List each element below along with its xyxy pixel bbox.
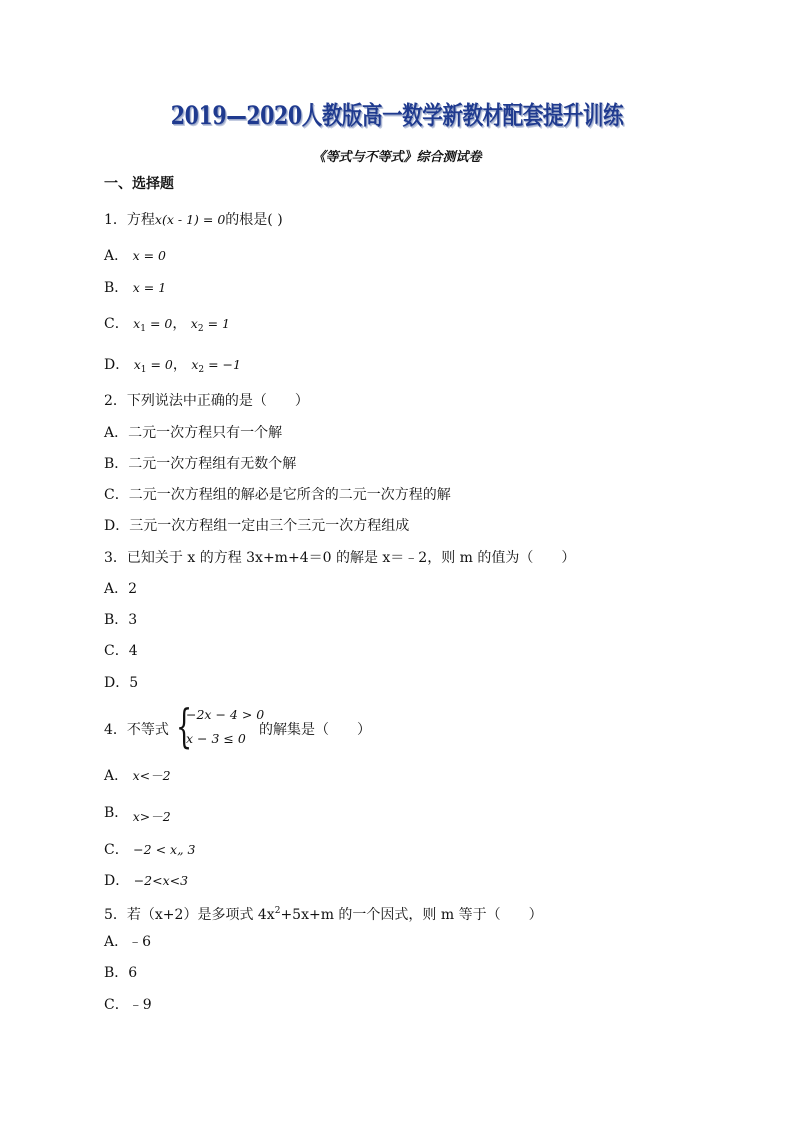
inequality-1: −2x − 4 > 0 bbox=[186, 707, 265, 722]
q4-option-c bbox=[104, 840, 195, 860]
var: x bbox=[133, 357, 141, 372]
subscript: 1 bbox=[140, 324, 146, 334]
q1-option-d bbox=[104, 355, 241, 380]
q4-prefix: 4．不等式 bbox=[104, 722, 169, 738]
value: = −1 bbox=[204, 357, 241, 372]
option-label: D． bbox=[104, 873, 130, 889]
question-5-stem bbox=[104, 901, 543, 925]
option-label: A． bbox=[104, 768, 129, 784]
question-1-stem bbox=[104, 210, 283, 230]
page-title: 2019—2020人教版高一数学新教材配套提升训练 bbox=[170, 101, 624, 130]
subscript: 2 bbox=[198, 365, 205, 375]
q1-option-a bbox=[104, 246, 166, 266]
q4-option-b bbox=[104, 803, 171, 823]
q2-option-b: B．二元一次方程组有无数个解 bbox=[104, 456, 297, 472]
q2-option-d: D．三元一次方程组一定由三个三元一次方程组成 bbox=[104, 518, 410, 534]
q2-option-c: C．二元一次方程组的解必是它所含的二元一次方程的解 bbox=[104, 487, 451, 503]
question-3-stem: 3．已知关于 x 的方程 3x+m+4＝0 的解是 x＝﹣2，则 m 的值为（ ） bbox=[104, 550, 576, 566]
q1-suffix: 的根是( ) bbox=[225, 212, 283, 228]
option-label: A． bbox=[104, 248, 129, 264]
var: x bbox=[190, 316, 198, 331]
q1-prefix: 1．方程 bbox=[104, 212, 155, 228]
q5-stem-post: +5x+m 的一个因式，则 m 等于（ ） bbox=[280, 907, 543, 923]
option-math: −2 < x„ 3 bbox=[133, 842, 196, 857]
var: x bbox=[133, 316, 141, 331]
var: x bbox=[191, 357, 199, 372]
inequality-system bbox=[176, 699, 266, 753]
value: = 0 bbox=[146, 357, 173, 372]
option-math bbox=[133, 316, 173, 334]
value: = 0 bbox=[145, 316, 173, 331]
superscript: 2 bbox=[274, 906, 281, 916]
q3-option-a: A．2 bbox=[104, 581, 138, 597]
option-math bbox=[191, 357, 241, 375]
subscript: 1 bbox=[140, 365, 147, 375]
value: = 1 bbox=[203, 316, 230, 331]
option-label: C． bbox=[104, 842, 129, 858]
option-math bbox=[133, 357, 173, 375]
question-2-stem: 2．下列说法中正确的是（ ） bbox=[104, 393, 309, 409]
q5-option-b: B．6 bbox=[104, 965, 138, 981]
q3-option-b: B．3 bbox=[104, 612, 138, 628]
q1-option-c bbox=[104, 314, 230, 339]
option-math bbox=[190, 316, 230, 334]
q4-option-a bbox=[104, 766, 171, 786]
q3-option-c: C．4 bbox=[104, 643, 138, 659]
option-math: x = 0 bbox=[132, 248, 167, 263]
inequality-2: x − 3 ≤ 0 bbox=[186, 731, 246, 746]
q4-suffix: 的解集是（ ） bbox=[259, 722, 371, 738]
separator: ， bbox=[172, 316, 187, 332]
q1-option-b bbox=[104, 278, 166, 298]
option-label: B． bbox=[104, 280, 129, 296]
option-math: −2<x<3 bbox=[133, 873, 189, 888]
option-label: D． bbox=[104, 357, 130, 373]
q5-option-a: A．﹣6 bbox=[104, 934, 152, 950]
section-heading: 一、选择题 bbox=[104, 176, 174, 192]
option-math: x>－2 bbox=[132, 809, 171, 824]
separator: ， bbox=[172, 357, 187, 373]
option-label: B． bbox=[104, 805, 129, 821]
option-math: x<－2 bbox=[132, 768, 171, 783]
q5-option-c: C．﹣9 bbox=[104, 997, 152, 1013]
page-subtitle: 《等式与不等式》综合测试卷 bbox=[312, 150, 482, 165]
option-math: x = 1 bbox=[132, 280, 167, 295]
subscript: 2 bbox=[197, 324, 204, 334]
q2-option-a: A．二元一次方程只有一个解 bbox=[104, 425, 283, 441]
brace-glyph: { bbox=[176, 699, 193, 753]
q5-stem-pre: 5．若（x+2）是多项式 4x bbox=[104, 907, 275, 923]
q3-option-d: D．5 bbox=[104, 675, 139, 691]
option-label: C． bbox=[104, 316, 129, 332]
q4-option-d bbox=[104, 871, 188, 891]
q1-equation: x(x - 1) = 0 bbox=[154, 212, 226, 227]
